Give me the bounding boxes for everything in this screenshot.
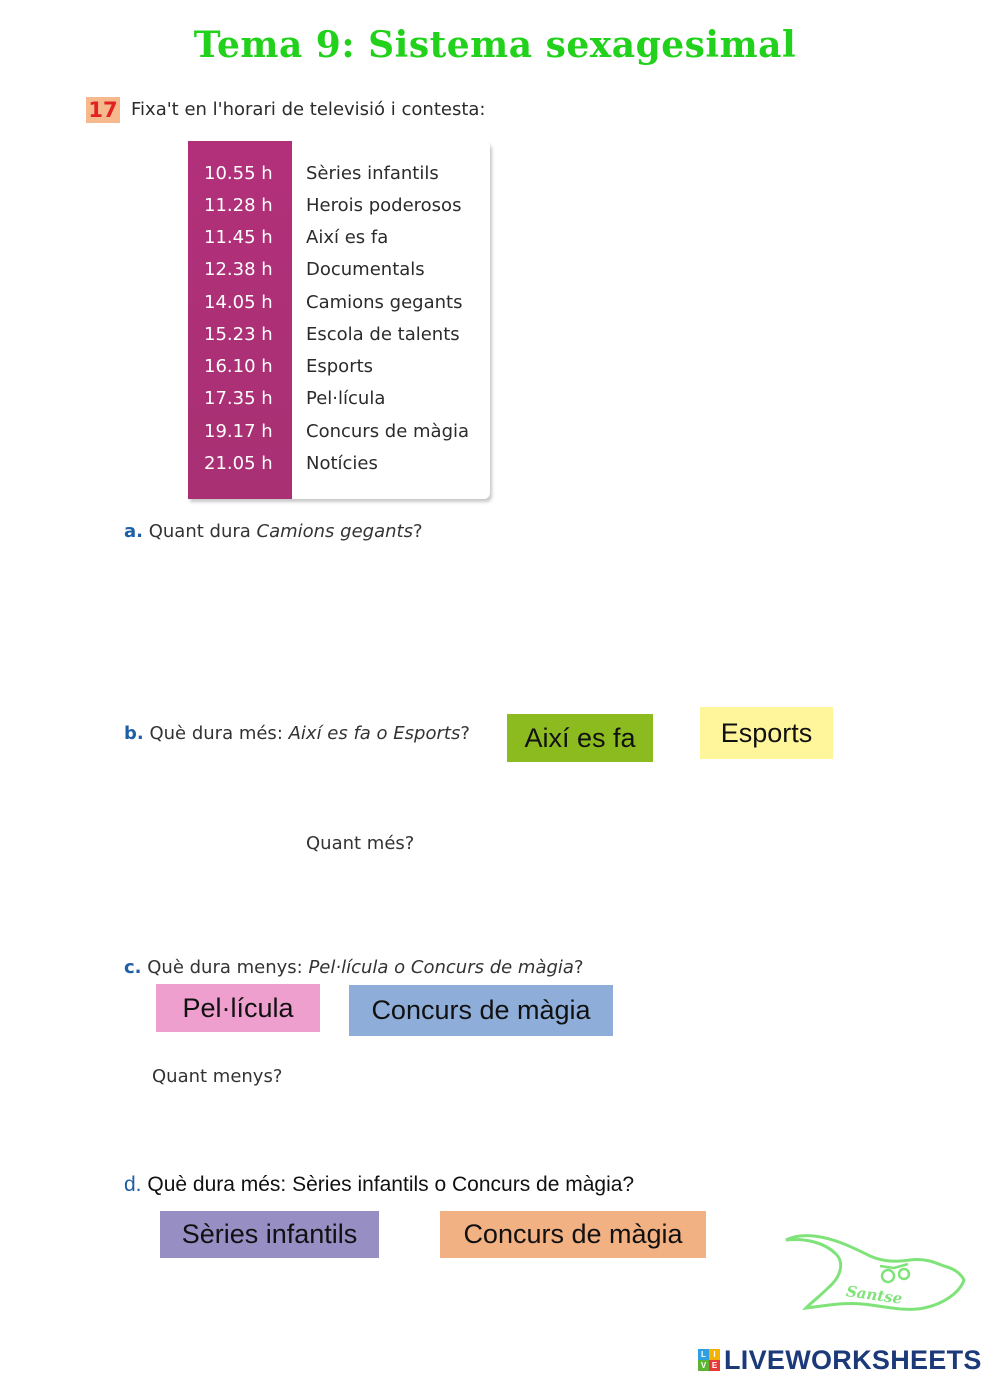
question-letter: b. <box>124 723 144 744</box>
schedule-program: Pel·lícula <box>306 388 386 409</box>
schedule-row <box>188 383 490 415</box>
schedule-time: 19.17 h <box>204 421 273 442</box>
schedule-time: 11.28 h <box>204 195 273 216</box>
question-c <box>124 957 584 978</box>
option-concurs-de-magia-c[interactable]: Concurs de màgia <box>349 985 613 1036</box>
schedule-program: Concurs de màgia <box>306 421 470 442</box>
schedule-row <box>188 222 490 254</box>
schedule-row <box>188 319 490 351</box>
santse-logo <box>784 1232 968 1316</box>
option-series-infantils[interactable]: Sèries infantils <box>160 1211 379 1258</box>
option-aixi-es-fa[interactable]: Així es fa <box>507 714 653 762</box>
schedule-time: 15.23 h <box>204 324 273 345</box>
question-b <box>124 723 470 744</box>
option-concurs-de-magia-d[interactable]: Concurs de màgia <box>440 1211 706 1258</box>
question-letter: a. <box>124 521 143 542</box>
question-letter: d. <box>124 1173 142 1196</box>
liveworksheets-wordmark: LIVEWORKSHEETS <box>724 1344 982 1375</box>
question-text: Quant dura <box>148 521 257 542</box>
schedule-program: Escola de talents <box>306 324 460 345</box>
schedule-time: 17.35 h <box>204 388 273 409</box>
schedule-row <box>188 254 490 286</box>
option-esports[interactable]: Esports <box>700 707 833 759</box>
question-a <box>124 521 423 542</box>
question-italic: Pel·lícula o Concurs de màgia <box>308 957 574 978</box>
schedule-time: 10.55 h <box>204 163 273 184</box>
page-title: Tema 9: Sistema sexagesimal <box>193 24 797 66</box>
question-d <box>124 1173 634 1197</box>
liveworksheets-brand <box>698 1345 982 1375</box>
schedule-program: Camions gegants <box>306 292 463 313</box>
schedule-time: 21.05 h <box>204 453 273 474</box>
schedule-time: 12.38 h <box>204 259 273 280</box>
santse-logo-text: Santse <box>845 1282 904 1308</box>
schedule-time: 14.05 h <box>204 292 273 313</box>
schedule-row <box>188 190 490 222</box>
schedule-row <box>188 351 490 383</box>
schedule-time: 16.10 h <box>204 356 273 377</box>
question-b-followup: Quant més? <box>306 833 415 854</box>
question-italic: Camions gegants <box>256 521 413 542</box>
exercise-number: 17 <box>86 97 120 123</box>
exercise-instruction: Fixa't en l'horari de televisió i contesta: <box>131 99 486 120</box>
schedule-row <box>188 158 490 190</box>
schedule-row <box>188 448 490 480</box>
question-letter: c. <box>124 957 142 978</box>
question-italic: Així es fa o Esports <box>288 723 461 744</box>
question-text: Què dura menys: <box>147 957 309 978</box>
schedule-program: Notícies <box>306 453 378 474</box>
liveworksheets-icon: L I V E <box>698 1349 720 1371</box>
schedule-row <box>188 287 490 319</box>
schedule-program: Sèries infantils <box>306 163 439 184</box>
schedule-time: 11.45 h <box>204 227 273 248</box>
question-end: ? <box>460 723 470 744</box>
question-text: Què dura més: <box>149 723 289 744</box>
schedule-program: Així es fa <box>306 227 389 248</box>
schedule-program: Esports <box>306 356 374 377</box>
question-end: ? <box>412 521 423 542</box>
schedule-program: Herois poderosos <box>306 195 462 216</box>
tv-schedule-table <box>188 141 490 499</box>
question-text: Què dura més: Sèries infantils o Concurs de màgia? <box>147 1173 635 1196</box>
schedule-row <box>188 416 490 448</box>
schedule-program: Documentals <box>306 259 425 280</box>
question-end: ? <box>573 957 584 978</box>
question-c-followup: Quant menys? <box>152 1066 283 1087</box>
option-pellicula[interactable]: Pel·lícula <box>156 984 320 1032</box>
